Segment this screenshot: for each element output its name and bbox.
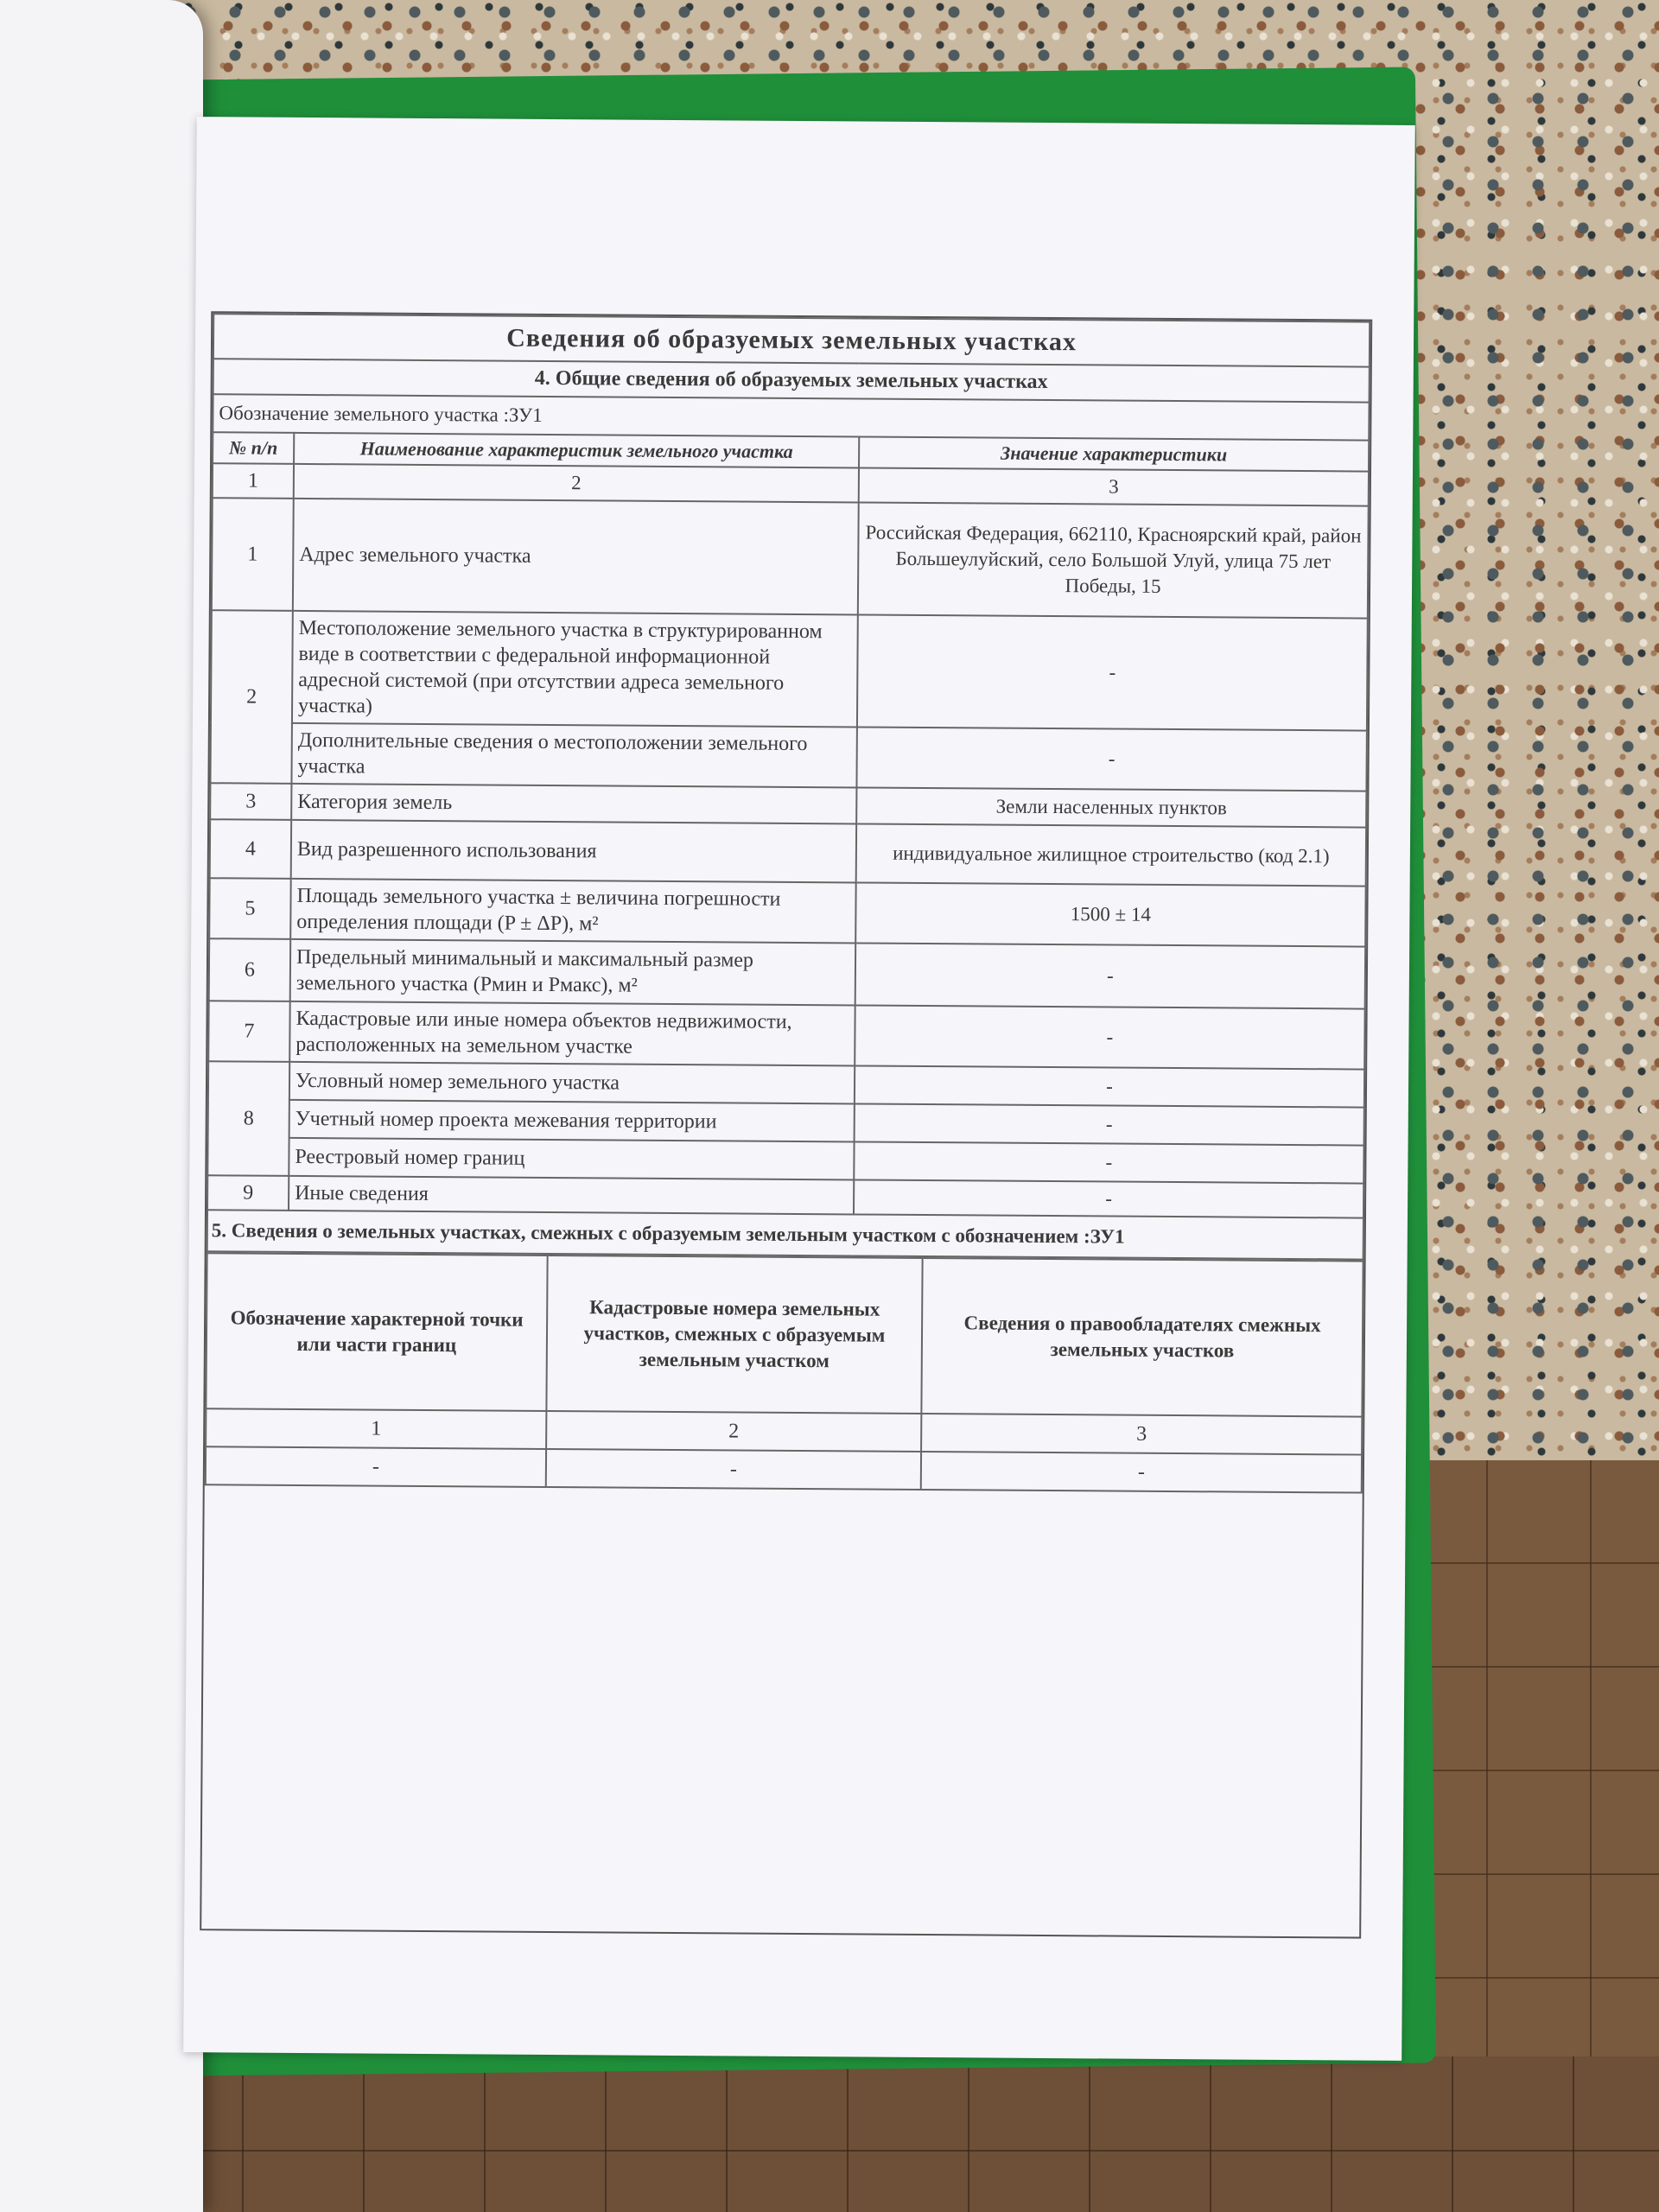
row-value: - [854,1141,1363,1183]
row-value: - [854,1179,1363,1217]
section5-title: 5. Сведения о земельных участках, смежных с образуемым земельным участком с обозначением :ЗУ1 [207,1210,1363,1259]
row-value: Российская Федерация, 662110, Красноярский край, район Большеулуйский, село Большой Улуй, улица 75 лет Победы, 15 [858,502,1369,618]
table-row [208,1001,1364,1069]
header-num: № п/п [213,432,294,464]
row-num: 9 [207,1175,289,1211]
table-row [206,1446,1362,1492]
row-value: - [857,614,1368,730]
row-value: - [855,1005,1364,1069]
section5-table [205,1252,1364,1493]
header-value: Значение характеристики [859,436,1369,471]
left-page [0,0,203,2212]
row-num: 4 [210,819,291,879]
row-value: - [855,943,1365,1008]
row-num: 2 [210,610,292,784]
row-name: Местоположение земельного участка в структурированном виде в соответствии с федеральной информационной адресной системой (при отсутствии адреса земельного участка) [292,611,858,728]
table-row [209,878,1365,946]
row-name: Реестровый номер границ [289,1138,854,1180]
form-sheet [200,311,1372,1938]
column-number: 1 [213,463,294,499]
row-value: индивидуальное жилищное строительство (код 2.1) [856,823,1366,886]
row-name: Дополнительные сведения о местоположении земельного участка [291,723,856,788]
header-name: Наименование характеристик земельного участка [294,433,859,468]
row-name: Вид разрешенного использования [291,820,856,883]
section4-title: 4. Общие сведения об образуемых земельных участках [213,359,1370,402]
document-title: Сведения об образуемых земельных участках [213,314,1370,366]
s5-header-owners: Сведения о правообладателях смежных земельных участков [921,1258,1363,1417]
table-row [209,938,1365,1008]
row-num: 7 [208,1001,289,1062]
column-number: 2 [546,1411,921,1452]
row-value: - [856,727,1366,791]
row-num: 5 [209,878,290,939]
floor-background-bottom [0,2056,1659,2212]
row-num: 8 [207,1061,289,1176]
row-name: Кадастровые или иные номера объектов недвижимости, расположенных на земельном участке [289,1001,855,1066]
column-number: 3 [921,1414,1362,1455]
table-row [210,722,1366,791]
s5-cell: - [921,1452,1362,1493]
row-num: 3 [210,783,291,820]
table-row [211,610,1368,730]
section4-table [207,313,1371,1260]
table-row [212,498,1369,618]
s5-header-point: Обозначение характерной точки или части границ [206,1253,547,1411]
column-number: 1 [206,1408,546,1449]
row-name: Категория земель [291,784,856,824]
row-value: Земли населенных пунктов [856,787,1366,827]
row-name: Учетный номер проекта межевания территории [289,1100,855,1142]
row-name: Предельный минимальный и максимальный размер земельного участка (Pмин и Pмакс), м² [290,939,855,1006]
row-value: 1500 ± 14 [855,882,1365,946]
row-num: 1 [212,498,294,611]
row-num: 6 [209,938,291,1001]
row-value: - [855,1103,1364,1145]
row-name: Площадь земельного участка ± величина погрешности определения площади (P ± ΔP), м² [290,879,855,944]
s5-cell: - [546,1449,921,1490]
s5-header-cadastral: Кадастровые номера земельных участков, смежных с образуемым земельным участком [546,1255,922,1414]
plot-designation: Обозначение земельного участка :ЗУ1 [213,394,1369,440]
document-page [183,117,1415,2061]
s5-cell: - [206,1446,546,1487]
row-name: Адрес земельного участка [293,499,859,615]
row-name: Условный номер земельного участка [289,1062,855,1104]
row-name: Иные сведения [289,1176,854,1215]
column-number: 3 [859,467,1369,505]
table-row [210,819,1366,886]
column-number: 2 [294,464,859,503]
row-value: - [855,1065,1364,1107]
